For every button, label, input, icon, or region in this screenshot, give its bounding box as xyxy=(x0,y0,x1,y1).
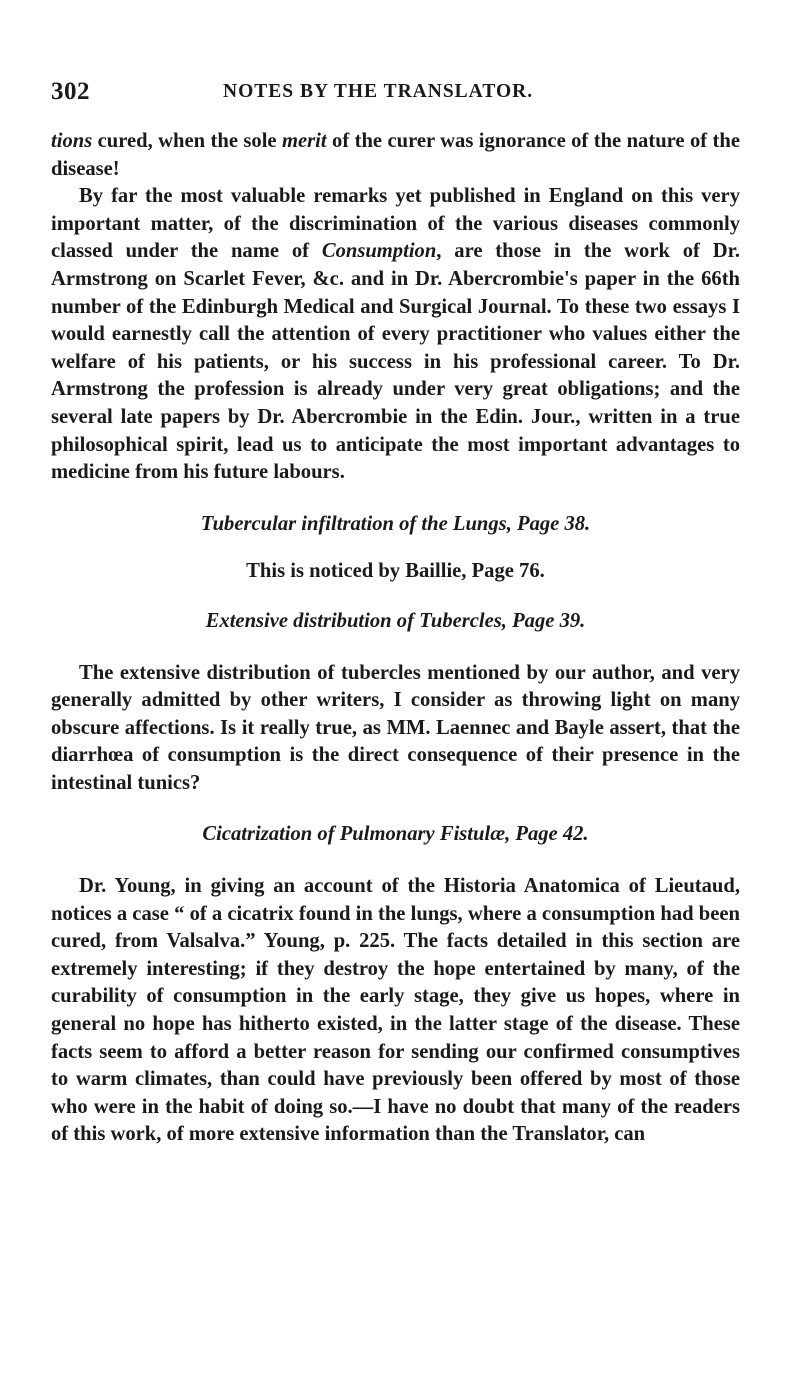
page-header xyxy=(51,78,740,112)
section-heading-extensive: Extensive distribution of Tubercles, Page 39. xyxy=(205,609,586,632)
continuation-emphasis-tions: tions xyxy=(51,130,93,152)
spacer xyxy=(51,538,740,558)
extensive-paragraph: The extensive distribution of tubercles mentioned by our author, and very generally admitted by other writers, I consider as throwing light on many obscure affections. Is it really true, as MM. Laennec and Bayle assert, that the diarrhœa of consumption is the direct consequence of their presence in the intestinal tunics? xyxy=(51,661,740,794)
baillie-note: This is noticed by Baillie, Page 76. xyxy=(246,560,545,583)
continuation-emphasis-merit: merit xyxy=(281,130,327,152)
section-heading-tubercular: Tubercular infiltration of the Lungs, Page 38. xyxy=(200,512,591,535)
spacer xyxy=(51,797,740,821)
armstrong-emphasis-consumption: Consumption xyxy=(321,240,437,263)
armstrong-paragraph xyxy=(51,183,740,487)
spacer xyxy=(51,586,740,608)
continuation-text-1: cured, when the sole xyxy=(92,130,282,152)
continuation-text-2: of the curer was ignorance of the nature of the disease! xyxy=(51,130,741,180)
spacer xyxy=(51,849,740,873)
page-number: 302 xyxy=(51,78,90,105)
young-paragraph: Dr. Young, in giving an account of the Historia Anatomica of Lieutaud, notices a case “ of a cicatrix found in the lungs, where a consumption had been cured, from Valsalva.” Young, p. 225. The facts detailed in this section are extremely interesting; if they destroy the hope entertained by many, of the curability of consumption in the early stage, they give us hopes, where in general no hope has hitherto existed, in the latter stage of the disease. These facts seem to afford a better reason for sending our confirmed consumptives to warm climates, than could have previously been offered by most of those who were in the habit of doing so.—I have no doubt that many of the readers of this work, of more extensive information than the Translator, can xyxy=(51,875,740,1146)
spacer xyxy=(51,487,740,511)
spacer xyxy=(51,636,740,660)
page-body xyxy=(51,128,740,1149)
running-head: NOTES BY THE TRANSLATOR. xyxy=(223,81,534,102)
armstrong-text-2: , are those in the work of Dr. Armstrong on Scarlet Fever, &c. and in Dr. Abercrombie's paper in the 66th number of the Edinburgh Medical and Surgical Journal. To these two essays I would earnestly call the attention of every practitioner who values either the welfare of his patients, or his success in his professional career. To Dr. Armstrong the profession is already under very great obligations; and the several late papers by Dr. Abercrombie in the Edin. Jour., written in a true philosophical spirit, lead us to anticipate the most important advantages to medicine from his future labours. xyxy=(51,240,740,484)
section-heading-cicatrization: Cicatrization of Pulmonary Fistulæ, Page 42. xyxy=(202,823,589,846)
armstrong-text-1: By far the most valuable remarks yet published in England on this very important matter, of the discrimination of the various diseases commonly classed under the name of xyxy=(51,185,740,263)
continuation-paragraph xyxy=(51,128,740,183)
